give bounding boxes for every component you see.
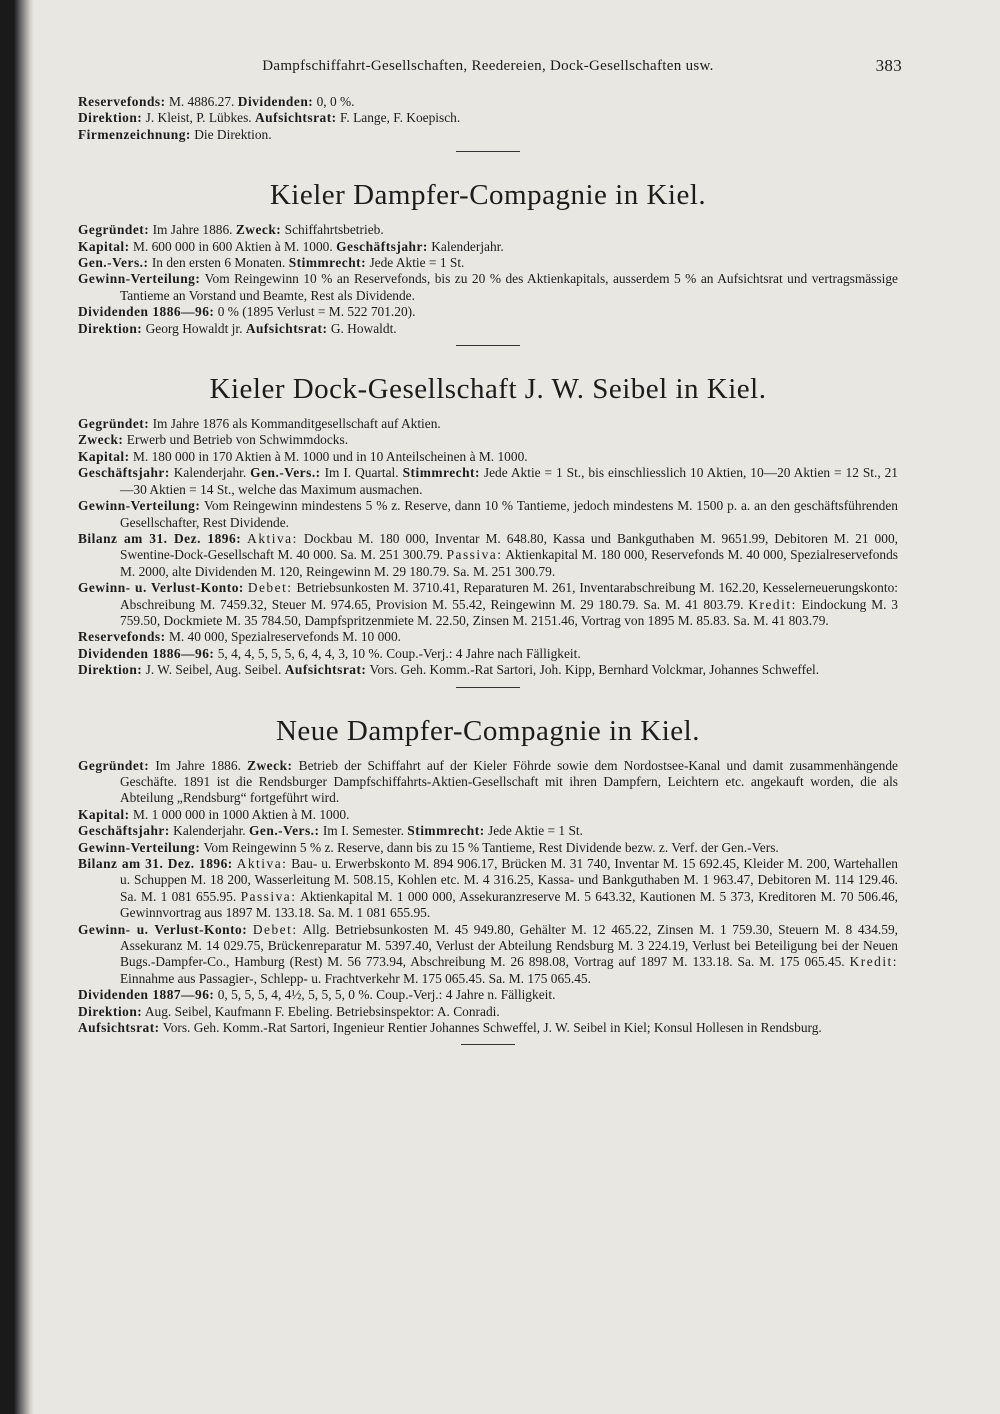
entry-gewinn-verteilung: Gewinn-Verteilung: Vom Reingewinn 5 % z. Reserve, dann bis zu 15 % Tantieme, Rest Dividende bezw. z. Verf. der Gen.-Vers. [78, 839, 779, 855]
intro-direktion-line: Direktion: J. Kleist, P. Lübkes. Aufsichtsrat: F. Lange, F. Koepisch. [78, 110, 461, 126]
entry-kapital: Kapital: M. 1 000 000 in 1000 Aktien à M. 1000. [78, 806, 350, 822]
entry-gegruendet: Gegründet: Im Jahre 1886. Zweck: Betrieb der Schiffahrt auf der Kieler Föhrde sowie dem Nordostsee-Kanal und damit zusammenhängende Geschäfte. 1891 ist die Rendsburger Dampfschiffahrts-Aktien-Gesellschaft mit ihren Dampfern, Leichtern etc. angekauft worden, die als Abteilung „Rendsburg“ fortgeführt wird. [78, 757, 898, 806]
book-binding-edge [0, 0, 34, 1414]
section-kieler-dampfer [78, 222, 898, 346]
intro-reserve-line: Reservefonds: M. 4886.27. Dividenden: 0, 0 %. [78, 94, 355, 109]
entry-dividenden: Dividenden 1886—96: 5, 4, 4, 5, 5, 5, 6, 4, 4, 3, 10 %. Coup.-Verj.: 4 Jahre nach Fälligkeit. [78, 645, 581, 661]
entry-gegruendet: Gegründet: Im Jahre 1886. Zweck: Schiffahrtsbetrieb. [78, 222, 384, 238]
entry-bilanz: Bilanz am 31. Dez. 1896: Aktiva: Bau- u. Erwerbskonto M. 894 906.17, Brücken M. 31 740, Inventar M. 15 692.45, Kleider M. 200, Wartehallen u. Schuppen M. 18 200, Wasserleitung M. 508.15, Kohlen etc. M. 4 316.25, Kassa- und Bankguthaben M. 1 963.47, Debitoren M. 114 129.46. Sa. M. 1 081 655.95. Passiva: Aktienkapital M. 1 000 000, Assekuranzreserve M. 5 643.32, Kautionen M. 5 373, Kreditoren M. 70 506.46, Gewinnvortrag aus 1897 M. 133.18. Sa. M. 1 081 655.95. [78, 856, 899, 921]
entry-gewinn-verteilung: Gewinn-Verteilung: Vom Reingewinn mindestens 5 % z. Reserve, dann 10 % Tantieme, jedoch mindestens M. 1500 p. a. an den geschäftsführenden Gesellschafter, Rest Dividende. [78, 498, 898, 530]
entry-dividenden: Dividenden 1887—96: 0, 5, 5, 5, 4, 4½, 5, 5, 5, 0 %. Coup.-Verj.: 4 Jahre n. Fälligkeit. [78, 987, 556, 1003]
entry-gewinn-verlust-konto: Gewinn- u. Verlust-Konto: Debet: Betriebsunkosten M. 3710.41, Reparaturen M. 261, Inventarabschreibung M. 162.20, Kesselerneuerungskonto: Abschreibung M. 7459.32, Steuer M. 974.65, Provision M. 55.42, Reingewinn M. 29 180.79. Sa. M. 41 803.79. Kredit: Eindockung M. 3 759.50, Dockmiete M. 35 784.50, Dampfspritzenmiete M. 22.50, Zinsen M. 2151.46, Vortrag von 1895 M. 85.83. Sa. M. 41 803.79. [78, 580, 898, 628]
entry-geschaeftsjahr: Geschäftsjahr: Kalenderjahr. Gen.-Vers.: Im I. Quartal. Stimmrecht: Jede Aktie = 1 St., bis einschliesslich 10 Aktien, 10—20 Aktien = 12 St., 21—30 Aktien = 14 St., welche das Maximum ausmachen. [78, 465, 898, 497]
entry-direktion: Direktion: Georg Howaldt jr. Aufsichtsrat: G. Howaldt. [78, 320, 397, 336]
entry-gewinn-verlust-konto: Gewinn- u. Verlust-Konto: Debet: Allg. Betriebsunkosten M. 45 949.80, Gehälter M. 12 465.22, Zinsen M. 1 759.30, Steuern M. 8 434.59, Assekuranz M. 14 029.75, Brückenreparatur M. 5397.40, Verlust der Abteilung Rendsburg M. 3 224.19, Verlust bei Beteiligung bei der Neuen Bugs.-Dampfer-Co., Hamburg (Rest) M. 56 773.94, Abschreibung M. 26 898.08, Vortrag auf 1897 M. 133.18. Sa. M. 175 065.45. Kredit: Einnahme aus Passagier-, Schlepp- u. Frachtverkehr M. 175 065.45. Sa. M. 175 065.45. [78, 921, 899, 986]
intro-block [78, 94, 898, 152]
entry-kapital: Kapital: M. 180 000 in 170 Aktien à M. 1000 und in 10 Anteilscheinen à M. 1000. [78, 448, 528, 464]
entry-dividenden: Dividenden 1886—96: 0 % (1895 Verlust = M. 522 701.20). [78, 304, 416, 320]
section-title-neue-dampfer: Neue Dampfer-Compagnie in Kiel. [275, 714, 700, 747]
section-divider [456, 345, 520, 346]
entry-gegruendet: Gegründet: Im Jahre 1876 als Kommanditgesellschaft auf Aktien. [78, 416, 441, 432]
section-divider [461, 1044, 515, 1045]
entry-kapital: Kapital: M. 600 000 in 600 Aktien à M. 1000. Geschäftsjahr: Kalenderjahr. [78, 238, 504, 254]
intro-firma-line: Firmenzeichnung: Die Direktion. [78, 126, 272, 142]
entry-gen-vers: Gen.-Vers.: In den ersten 6 Monaten. Stimmrecht: Jede Aktie = 1 St. [78, 255, 465, 271]
entry-gewinn-verteilung: Gewinn-Verteilung: Vom Reingewinn 10 % an Reservefonds, bis zu 20 % des Aktienkapitals, ausserdem 5 % an Aufsichtsrat und vertragsmässige Tantieme an Vorstand und Beamte, Rest als Dividende. [78, 271, 898, 303]
page-number: 383 [875, 56, 902, 75]
entry-aufsichtsrat: Aufsichtsrat: Vors. Geh. Komm.-Rat Sartori, Ingenieur Rentier Johannes Schweffel, J. W. Seibel in Kiel; Konsul Hollesen in Rendsburg. [78, 1020, 822, 1036]
entry-reservefonds: Reservefonds: M. 40 000, Spezialreservefonds M. 10 000. [78, 629, 402, 645]
entry-bilanz: Bilanz am 31. Dez. 1896: Aktiva: Dockbau M. 180 000, Inventar M. 648.80, Kassa und Bankguthaben M. 9651.99, Debitoren M. 21 000, Swentine-Dock-Gesellschaft M. 40 000. Sa. M. 251 300.79. Passiva: Aktienkapital M. 180 000, Reservefonds M. 40 000, Spezialreservefonds M. 2000, alte Dividenden M. 120, Reingewinn M. 29 180.79. Sa. M. 251 300.79. [78, 530, 898, 579]
section-neue-dampfer [78, 758, 898, 1046]
section-title-kieler-dock: Kieler Dock-Gesellschaft J. W. Seibel in Kiel. [209, 373, 767, 406]
running-title: Dampfschiffahrt-Gesellschaften, Reedereien, Dock-Gesellschaften usw. [262, 58, 714, 74]
entry-direktion: Direktion: Aug. Seibel, Kaufmann F. Ebeling. Betriebsinspektor: A. Conradi. [78, 1003, 500, 1019]
entry-direktion: Direktion: J. W. Seibel, Aug. Seibel. Aufsichtsrat: Vors. Geh. Komm.-Rat Sartori, Joh. Kipp, Bernhard Volckmar, Johannes Schweffel. [78, 662, 820, 678]
section-title-kieler-dampfer: Kieler Dampfer-Compagnie in Kiel. [269, 179, 707, 212]
entry-zweck: Zweck: Erwerb und Betrieb von Schwimmdocks. [78, 432, 349, 448]
section-kieler-dock [78, 416, 898, 688]
running-header [78, 56, 902, 82]
section-divider [456, 151, 520, 152]
section-divider [456, 687, 520, 688]
document-page [78, 56, 902, 1045]
entry-geschaeftsjahr: Geschäftsjahr: Kalenderjahr. Gen.-Vers.: Im I. Semester. Stimmrecht: Jede Aktie = 1 St. [78, 823, 583, 839]
